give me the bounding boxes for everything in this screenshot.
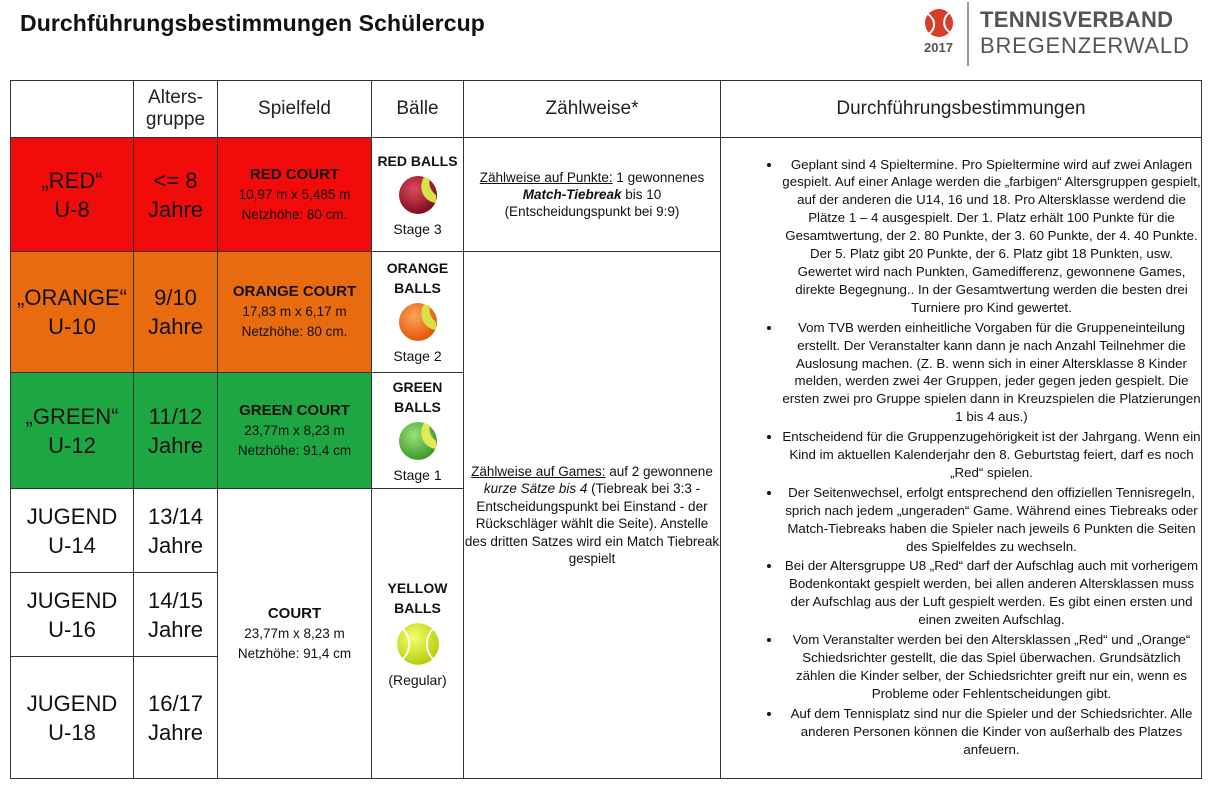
scoring-points-text1: 1 gewonnenes [612,170,705,185]
group-code: U-14 [48,532,96,558]
court-name: COURT [267,604,322,622]
list-item: • Auf dem Tennisplatz sind nur die Spieler und der Schiedsrichter. Alle anderen Personen können die Kinder von außerhalb des Platzes anfeuern. [782,705,1201,759]
court-cell [218,252,372,373]
age-value: 9/10 [154,285,197,310]
ball-stage: (Regular) [388,671,447,688]
list-item: • Bei der Altersgruppe U8 „Red“ darf der Aufschlag auch mit vorherigem Bodenkontakt gespielt werden, bei allen anderen Altersklassen muss der Aufschlag aus der Luft gespielt werden. Es gibt einen ersten und einen zweiten Aufschlag. [782,557,1201,629]
net-height: Netzhöhe: 91,4 cm [237,645,352,661]
age-unit: Jahre [147,196,204,222]
age-cell [134,252,218,373]
list-item: • Der Seitenwechsel, erfolgt entsprechend den offiziellen Tennisregeln, sprich nach jedem „ungeraden“ Game. Während eines Tiebreaks oder Match-Tiebreaks haben die Spieler nach jeweils 6 Punkten die Seiten des Spielfeldes zu wechseln. [782,484,1201,556]
logo-line1: TENNISVERBAND [980,7,1174,32]
scoring-points-cell [464,138,721,252]
tennisverband-logo [922,2,1190,68]
court-dimensions: 10,97 m x 5,485 m [238,186,351,202]
ball-name: RED BALLS [377,152,458,169]
group-code: U-8 [54,196,90,222]
ball-name-line2: BALLS [394,280,441,296]
scoring-games-label: Zählweise auf Games: [471,463,606,479]
age-value: 16/17 [147,690,204,716]
ball-stage: Stage 3 [393,220,442,237]
list-item: • Geplant sind 4 Spieltermine. Pro Spieltermine wird auf zwei Anlagen gespielt. Auf einer Anlage werden die „farbigen“ Altersgruppen gespielt, auf der anderen die U14, 16 und 18. Pro Altersklasse werdend die Plätze 1 – 4 ausgespielt. Der 1. Platz erhält 100 Punkte für die Gesamtwertung, der 2. 80 Punkte, der 3. 60 Punkte, der 4. 40 Punkte. Der 5. Platz gibt 20 Punkte, der 6. Platz gibt 18 Punkten, usw. Gewertet wird nach Punkten, Gamedifferenz, gewonnene Games, direkte Begegnung.. In der Gesamtwertung werden die besten drei Turniere pro Kind gewertet. [782,156,1201,317]
age-unit: Jahre [147,532,204,558]
court-cell [218,373,372,489]
group-name: „ORANGE“ [17,285,127,310]
header-rules: Durchführungsbestimmungen [721,81,1202,138]
age-cell [134,489,218,573]
green-ball-icon [398,421,438,461]
age-unit: Jahre [147,314,204,339]
group-code: U-12 [48,432,96,458]
court-cell [218,489,372,779]
age-unit: Jahre [147,616,204,642]
page-title: Durchführungsbestimmungen Schülercup [20,10,485,36]
header-balls: Bälle [372,81,464,138]
header-age-line2: gruppe [145,109,206,130]
group-cell [11,252,134,373]
header-field: Spielfeld [218,81,372,138]
group-name: JUGEND [26,503,118,529]
age-value: 14/15 [147,587,204,613]
header-row [11,81,1202,138]
scoring-points-text2: bis 10 (Entscheidungspunkt bei 9:9) [504,187,680,219]
rules-table [10,80,1202,779]
age-value: <= 8 [153,167,198,193]
logo-year: 2017 [924,40,953,55]
age-cell [134,657,218,779]
scoring-points-em: Match-Tiebreak [522,187,622,202]
group-cell [11,657,134,779]
list-item: • Vom TVB werden einheitliche Vorgaben für die Gruppeneinteilung erstellt. Der Veranstalter kann dann je nach Anzahl Teilnehmer die Auslosung machen. (Z. B. wenn sich in einer Altersklasse 8 Kinder melden, werden zwei 4er Gruppen, jeder gegen jeden gespielt. Die ersten zwei pro Gruppe spielen dann in Kreuzspielen die Platzierungen 1 bis 4 aus.) [782,319,1201,426]
court-name: RED COURT [249,165,340,183]
ball-name-line2: BALLS [394,599,441,616]
group-name: JUGEND [26,690,118,716]
age-cell [134,373,218,489]
group-name: „RED“ [41,167,103,193]
court-dimensions: 17,83 m x 6,17 m [242,304,347,319]
net-height: Netzhöhe: 91,4 cm [237,442,352,458]
scoring-points-label: Zählweise auf Punkte: [479,170,613,185]
ball-name: GREEN [392,378,443,395]
ball-cell [372,138,464,252]
ball-cell [372,373,464,489]
net-height: Netzhöhe: 80 cm. [241,206,348,222]
ball-cell [372,252,464,373]
yellow-ball-icon [396,622,440,666]
group-code: U-10 [48,314,96,339]
age-value: 11/12 [148,403,203,429]
age-value: 13/14 [147,503,204,529]
age-unit: Jahre [147,432,204,458]
list-item: • Vom Veranstalter werden bei den Altersklassen „Red“ und „Orange“ Schiedsrichter gestellt, die das Spiel überwachen. Grundsätzlich zählen die Kinder selber, der Schiedsrichter greift nur ein, wenn es Probleme oder Fehlentscheidungen gibt. [782,631,1201,703]
ball-name: ORANGE [386,260,449,276]
group-name: „GREEN“ [25,403,119,429]
court-name: ORANGE COURT [232,283,357,300]
group-cell [11,373,134,489]
ball-stage: Stage 2 [393,348,442,364]
header-scoring: Zählweise* [464,81,721,138]
header-age-line1: Alters- [148,87,203,108]
court-name: GREEN COURT [239,401,350,419]
age-cell [134,138,218,252]
ball-name: YELLOW [387,579,448,596]
orange-ball-icon [398,302,438,342]
scoring-games-cell [464,252,721,779]
ball-name-line2: BALLS [394,398,441,415]
court-dimensions: 23,77m x 8,23 m [244,625,345,641]
header-blank [11,81,134,138]
group-cell [11,138,134,252]
ball-cell [372,489,464,779]
scoring-games-em: kurze Sätze bis 4 [483,481,588,496]
logo-line2: BREGENZERWALD [980,33,1190,58]
group-cell [11,573,134,657]
court-dimensions: 23,77m x 8,23 m [244,422,345,438]
red-ball-icon [398,175,438,215]
group-code: U-18 [48,719,96,745]
table-row [11,138,1202,252]
rules-list [721,156,1201,759]
logo-divider [967,2,969,66]
scoring-games-text2: (Tiebreak bei 3:3 - Entscheidungspunkt bei Einstand - der Rückschläger wählt die Seite). Anstelle des dritten Satzes wird ein Match Tiebreak gespielt [464,481,720,566]
scoring-games-text1: auf 2 gewonnene [605,463,713,479]
list-item: • Entscheidend für die Gruppenzugehörigkeit ist der Jahrgang. Wenn ein Kind im aktuellen Kalenderjahr den 8. Geburtstag feiert, darf es noch „Red“ spielen. [782,428,1201,482]
group-name: JUGEND [26,587,118,613]
group-code: U-16 [48,616,96,642]
header-age-group [134,81,218,138]
court-cell [218,138,372,252]
tennis-ball-icon [924,8,954,38]
age-cell [134,573,218,657]
rules-cell [721,138,1202,779]
age-unit: Jahre [147,719,204,745]
net-height: Netzhöhe: 80 cm. [241,324,348,339]
group-cell [11,489,134,573]
ball-stage: Stage 1 [393,466,442,483]
